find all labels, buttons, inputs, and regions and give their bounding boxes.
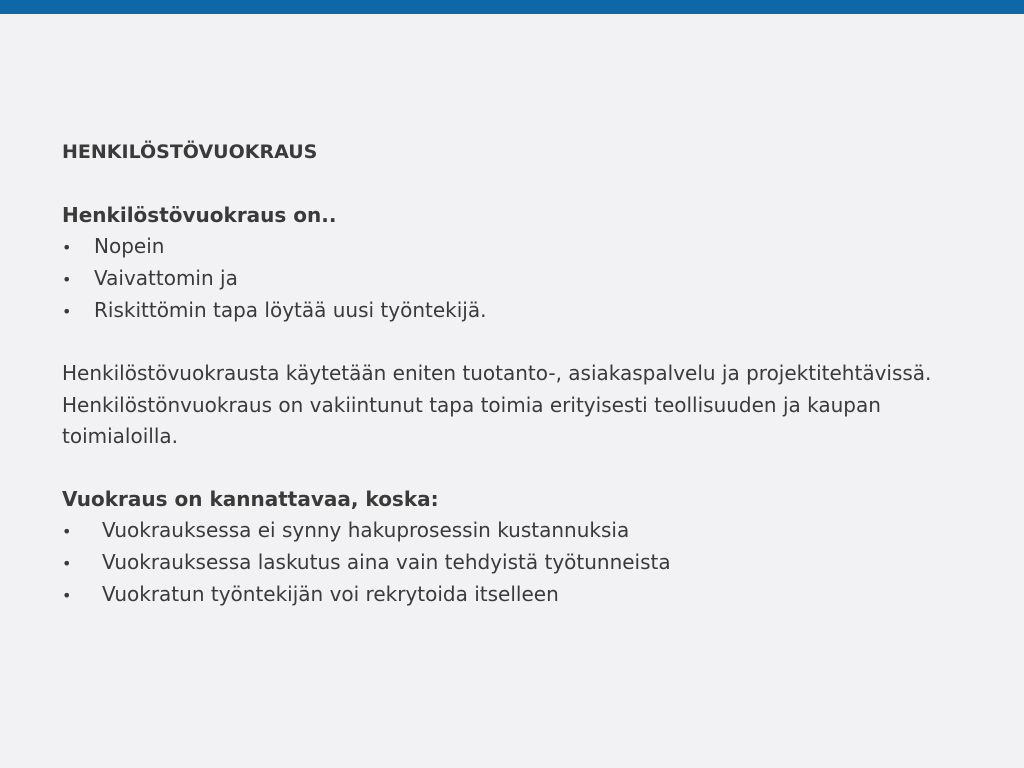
list-item — [62, 263, 962, 295]
bullet-list-benefits — [62, 515, 962, 611]
slide-heading: HENKILÖSTÖVUOKRAUS — [62, 141, 318, 163]
spacer — [62, 166, 962, 200]
body-paragraph: Henkilöstövuokrausta käytetään eniten tuotanto-, asiakaspalvelu ja projektitehtävissä. Henkilöstönvuokraus on vakiintunut tapa toimia erityisesti teollisuuden ja kaupan toimialoilla. — [62, 361, 932, 448]
bullet-icon: • — [62, 270, 72, 289]
top-accent-bar — [0, 0, 1024, 14]
bullet-icon: • — [62, 238, 72, 257]
bullet-icon: • — [62, 553, 72, 573]
list-item-text: Riskittömin tapa löytää uusi työntekijä. — [94, 298, 487, 322]
list-item — [62, 515, 962, 547]
list-item — [62, 547, 962, 579]
list-item — [62, 231, 962, 263]
list-item-text: Vaivattomin ja — [94, 266, 238, 290]
bullet-list-intro — [62, 231, 962, 327]
spacer — [62, 327, 962, 358]
list-item — [62, 295, 962, 327]
list-item-text: Vuokrauksessa ei synny hakuprosessin kustannuksia — [102, 517, 630, 542]
list-item-text: Nopein — [94, 234, 165, 258]
list-item — [62, 579, 962, 611]
spacer — [62, 453, 962, 484]
bullet-icon: • — [62, 302, 72, 321]
section-title-intro: Henkilöstövuokraus on.. — [62, 203, 337, 227]
list-item-text: Vuokrauksessa laskutus aina vain tehdyistä työtunneista — [102, 549, 671, 574]
bullet-icon: • — [62, 585, 72, 605]
bullet-icon: • — [62, 521, 72, 541]
slide-content — [62, 138, 962, 611]
list-item-text: Vuokratun työntekijän voi rekrytoida itselleen — [102, 581, 559, 606]
section-title-benefits: Vuokraus on kannattavaa, koska: — [62, 486, 439, 511]
